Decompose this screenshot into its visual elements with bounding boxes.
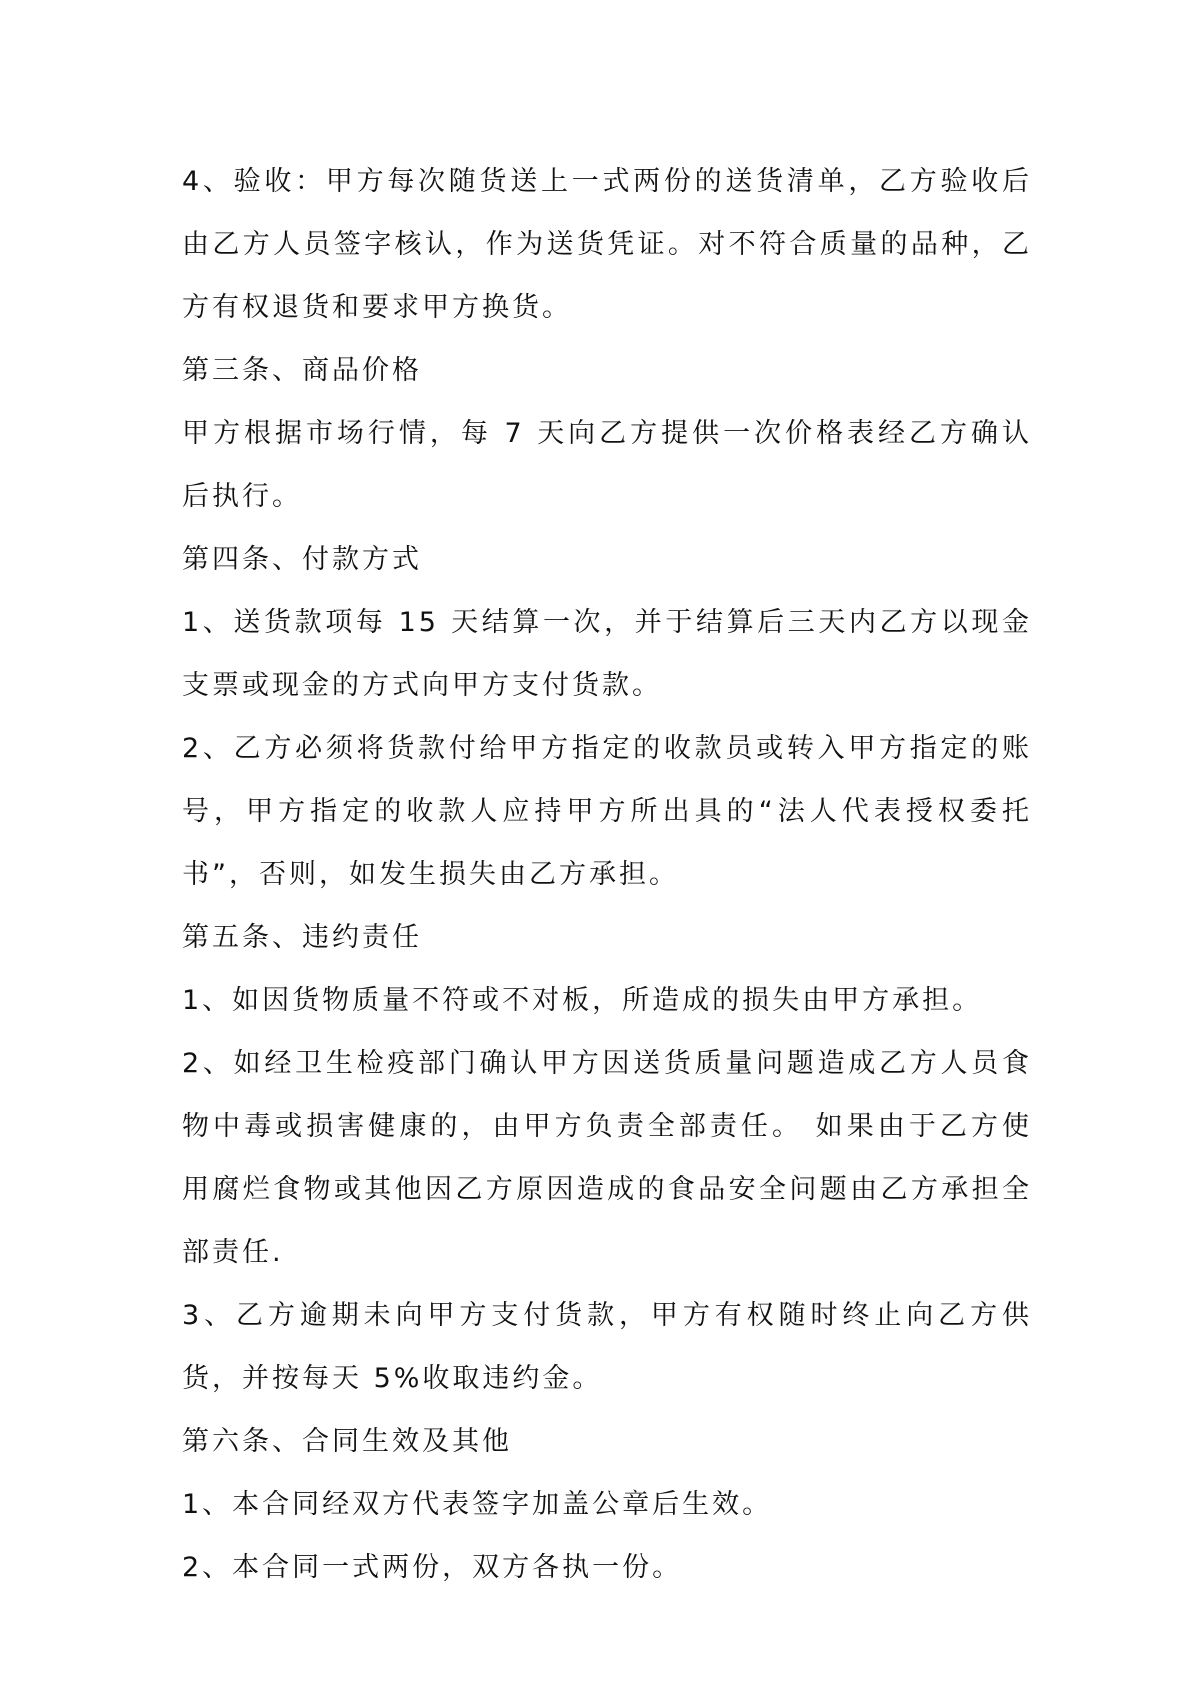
article-3-heading: 第三条、商品价格 [182, 355, 422, 386]
article-5-heading: 第五条、违约责任 [182, 922, 422, 953]
article-6-item-2: 2、本合同一式两份，双方各执一份。 [182, 1552, 683, 1583]
article-5-item-2: 2、如经卫生检疫部门确认甲方因送货质量问题造成乙方人员食物中毒或损害健康的，由甲方负责全部责任。 如果由于乙方使用腐烂食物或其他因乙方原因造成的食品安全问题由乙方承担全部责任. [182, 1048, 1032, 1268]
document-body [182, 150, 1032, 1599]
article-4-item-2: 2、乙方必须将货款付给甲方指定的收款员或转入甲方指定的账号，甲方指定的收款人应持甲方所出具的“法人代表授权委托书”，否则，如发生损失由乙方承担。 [182, 733, 1032, 890]
article-5-item-1: 1、如因货物质量不符或不对板，所造成的损失由甲方承担。 [182, 985, 983, 1016]
article-3-text: 甲方根据市场行情，每 7 天向乙方提供一次价格表经乙方确认后执行。 [182, 418, 1032, 512]
article-5-item-3: 3、乙方逾期未向甲方支付货款，甲方有权随时终止向乙方供货，并按每天 5%收取违约金。 [182, 1300, 1032, 1394]
article-4-heading: 第四条、付款方式 [182, 544, 422, 575]
article-4-item-1: 1、送货款项每 15 天结算一次，并于结算后三天内乙方以现金支票或现金的方式向甲方支付货款。 [182, 607, 1032, 701]
article-6-item-1: 1、本合同经双方代表签字加盖公章后生效。 [182, 1489, 773, 1520]
article-6-heading: 第六条、合同生效及其他 [182, 1426, 512, 1457]
clause-acceptance: 4、验收：甲方每次随货送上一式两份的送货清单，乙方验收后由乙方人员签字核认，作为送货凭证。对不符合质量的品种，乙方有权退货和要求甲方换货。 [182, 166, 1032, 323]
